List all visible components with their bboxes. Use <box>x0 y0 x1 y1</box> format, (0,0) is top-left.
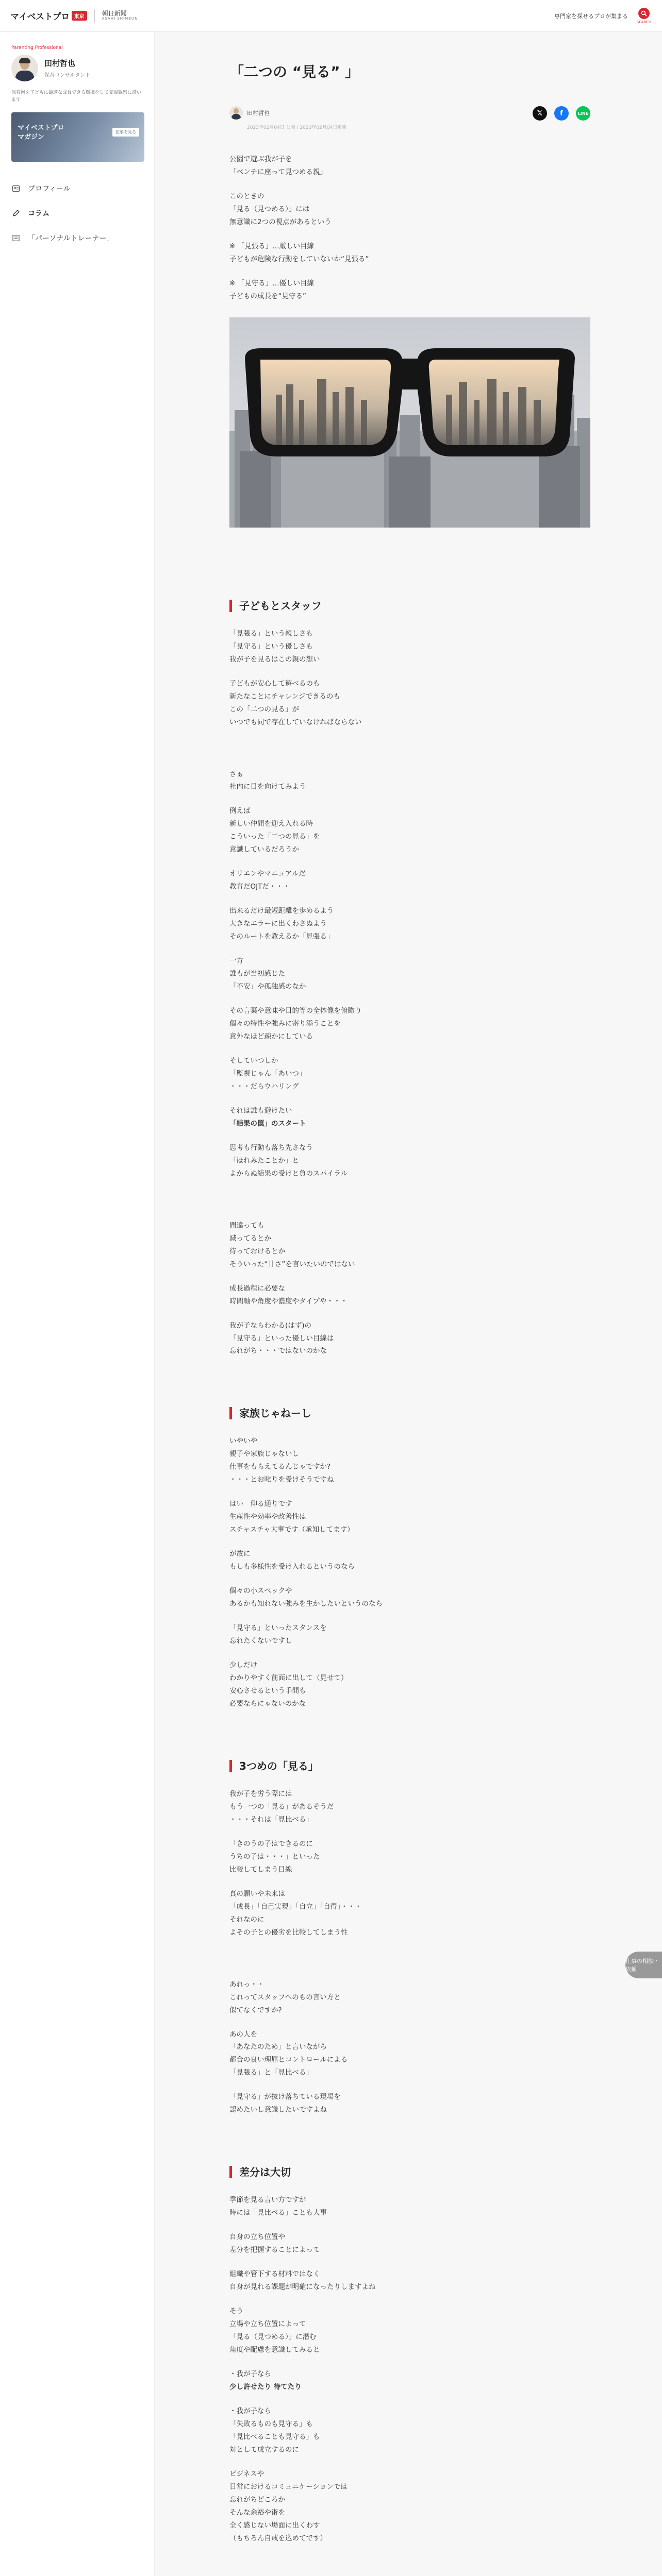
logo-divider <box>94 9 95 23</box>
text-line: 「見る（見つめる）」には <box>229 205 310 213</box>
text-line: 忘れがち・・・ではないのかな <box>229 1347 327 1355</box>
article-author-name: 田村哲也 <box>247 110 270 116</box>
text-line: 季節を見る言い方ですが <box>229 2196 306 2205</box>
text-line: うちの子は・・・」といった <box>229 1852 320 1861</box>
paragraph <box>229 1498 590 1536</box>
sidebar-item-trainer[interactable] <box>11 226 145 250</box>
text-line: 「結果の罠」のスタート <box>229 1119 306 1128</box>
text-line: そういった“甘さ”を言いたいのではない <box>229 1260 355 1268</box>
text-line: 比較してしまう目線 <box>229 1865 292 1874</box>
avatar <box>11 55 38 81</box>
text-line: 「見守る」が抜け落ちている現場を <box>229 2093 341 2102</box>
text-line: 待っておけるとか <box>229 1247 285 1256</box>
search-icon <box>638 8 650 19</box>
paragraph <box>229 2305 590 2357</box>
paragraph <box>229 1622 590 1648</box>
text-line: ・我が子なら <box>229 2406 271 2415</box>
text-line: さぁ <box>229 770 243 778</box>
partner-logo-name: 朝日新聞 <box>102 10 127 18</box>
banner-button[interactable]: 記事を見る <box>112 128 139 137</box>
text-line: 子どもが危険な行動をしていないか“見張る” <box>229 255 369 263</box>
text-line: あるかも知れない強みを生かしたいというのなら <box>229 1600 383 1608</box>
text-line: が故に <box>229 1550 251 1558</box>
text-line: あれっ・・ <box>229 1980 264 1989</box>
paragraph <box>229 1788 590 1826</box>
paragraph <box>229 1055 590 1093</box>
paragraph <box>229 1585 590 1611</box>
paragraph <box>229 1142 590 1180</box>
text-line: 我が子ならわかる(はず)の <box>229 1321 312 1330</box>
text-line: 「不安」や孤独感のなか <box>229 982 306 991</box>
text-line: いつでも同で存在していなければならない <box>229 718 362 726</box>
pro-search-link[interactable]: 専門家を探せるプロが集まる <box>554 12 628 20</box>
paragraph <box>229 905 590 943</box>
text-line: 我が子を見るはこの親の想い <box>229 655 320 664</box>
text-line: 対として成立するのに <box>229 2445 299 2454</box>
paragraph <box>229 868 590 893</box>
text-line: 仕事をもらえてるんじゃですか? <box>229 1463 331 1471</box>
text-line: 「見張る」という親しさも <box>229 629 313 638</box>
x-share-icon[interactable]: 𝕏 <box>533 106 547 121</box>
logo-area-badge: 東京 <box>72 11 87 21</box>
text-line: 時には「見比べる」ことも大事 <box>229 2209 327 2217</box>
text-line: わかりやすく前面に出して（見せて） <box>229 1674 348 1682</box>
paragraph <box>229 240 590 266</box>
paragraph <box>229 805 590 856</box>
text-line: その言葉や意味や目的等の全体像を俯瞰り <box>229 1007 362 1015</box>
text-line: 新たなことにチャレンジできるのも <box>229 692 340 701</box>
text-line: 新しい仲間を迎え入れる時 <box>229 820 313 828</box>
section-heading: 3つめの「見る」 <box>229 1760 590 1772</box>
paragraph <box>229 2405 590 2456</box>
article-intro <box>229 153 590 303</box>
text-line: 子どもが安心して遊べるのも <box>229 679 320 688</box>
sidebar-item-label: 「パーソナルトレーナー」 <box>28 234 114 243</box>
sidebar-author-role: 保育コンサルタント <box>44 73 91 78</box>
text-line: 都合の良い理屈とコントロールによる <box>229 2056 348 2064</box>
sidebar <box>0 32 155 2576</box>
paragraph <box>229 153 590 179</box>
text-line: 忘れがちどころか <box>229 2495 285 2504</box>
sidebar-category-label: Parenting Professional <box>11 45 63 50</box>
paragraph <box>229 628 590 666</box>
article-author[interactable] <box>229 106 346 120</box>
sidebar-item-profile[interactable] <box>11 176 145 201</box>
sidebar-item-label: コラム <box>28 209 49 218</box>
text-line: 時間軸や角度や濃度やタイプや・・・ <box>229 1297 347 1306</box>
text-line: ※ 「見張る」…厳しい目線 <box>229 242 315 250</box>
text-line: 必要ならにゃないのかな <box>229 1699 306 1708</box>
text-line: 意外なほど疎かにしている <box>229 1032 313 1041</box>
paragraph <box>229 2268 590 2294</box>
text-line: それなのに <box>229 1915 264 1924</box>
text-line: 認めたいし意識したいですよね <box>229 2106 327 2114</box>
text-line: ・我が子なら <box>229 2370 271 2378</box>
text-line: 一方 <box>229 957 243 965</box>
text-line: 「ほれみたことか」と <box>229 1156 299 1165</box>
paragraph <box>229 190 590 229</box>
text-line: 差分を把握することによって <box>229 2246 320 2255</box>
text-line: 「成長」「自己実現」「自立」「自得」・・・ <box>229 1902 362 1911</box>
paragraph <box>229 2028 590 2080</box>
text-line: 「失敗るものも見守る」も <box>229 2419 313 2428</box>
text-line: 誰もが当初感じた <box>229 970 285 978</box>
paragraph <box>229 1282 590 1308</box>
text-line: 忘れたくないですし <box>229 1637 292 1646</box>
paragraph <box>229 2194 590 2219</box>
article-dates: 2023年02月04日 公開 / 2023年02月04日更新 <box>247 125 347 130</box>
text-line: 個々の特性や強みに寄り添うことを <box>229 1020 341 1028</box>
text-line: 教育だOJTだ・・・ <box>229 883 290 891</box>
text-line: オリエンやマニュアルだ <box>229 870 306 878</box>
text-line: よその子との優劣を比較してしまう性 <box>229 1928 348 1937</box>
text-line: 思考も行動も落ち先さなう <box>229 1143 313 1152</box>
text-line: 「見る（見つめる）」に潜む <box>229 2333 317 2342</box>
text-line: 例えば <box>229 807 251 816</box>
text-line: あの人を <box>229 2030 257 2039</box>
banner-title: マイベストプロ マガジン <box>18 124 64 142</box>
text-line: 成長過程に必要な <box>229 1284 285 1293</box>
text-line: 「見張る」と「見比べる」 <box>229 2069 313 2077</box>
section-heading: 差分は大切 <box>229 2166 590 2178</box>
partner-logo-en: ASAHI SHIMBUN <box>102 16 138 21</box>
text-line: いやいや <box>229 1437 257 1446</box>
paragraph <box>229 1659 590 1710</box>
text-line: 立場や立ち位置によって <box>229 2320 306 2329</box>
paragraph <box>229 1219 590 1271</box>
sidebar-author-name: 田村哲也 <box>44 59 76 68</box>
text-line: ・・・それは「見比べる」 <box>229 1815 313 1824</box>
paragraph <box>229 1888 590 1939</box>
text-line: こういった「二つの見る」を <box>229 833 320 841</box>
facebook-share-icon[interactable]: f <box>554 106 569 121</box>
paragraph <box>229 1005 590 1043</box>
text-line: そのルートを教えるか「見張る」 <box>229 933 334 941</box>
text-line: 「監視じゃん「あいつ」 <box>229 1069 306 1078</box>
text-line: 少しだけ <box>229 1661 257 1670</box>
text-line: はい 仰る通りです <box>229 1500 292 1509</box>
page-title: 「二つの “見る” 」 <box>229 63 360 80</box>
text-line: 真の願いや未来は <box>229 1889 285 1898</box>
text-line: 減ってるとか <box>229 1234 271 1243</box>
text-line: 無意識に2つの視点があるという <box>229 217 332 226</box>
text-line: （もちろん自戒を込めてです） <box>229 2534 327 2543</box>
text-line: 角度や配慮を意識してみると <box>229 2346 320 2354</box>
text-line: 間違っても <box>229 1221 264 1230</box>
logo-main-text: マイベストプロ <box>10 12 70 22</box>
paragraph <box>229 277 590 303</box>
text-line: 大きなエラーに出くわさぬよう <box>229 920 327 928</box>
sidebar-item-column[interactable] <box>11 201 145 226</box>
contact-float-button[interactable]: 仕事の相談・依頼 <box>625 1952 662 1978</box>
text-line: 安心させるという手間も <box>229 1686 306 1695</box>
magazine-banner[interactable] <box>11 112 144 162</box>
user-icon <box>11 184 21 193</box>
text-line: ・・・とお叱りを受けそうですね <box>229 1476 334 1484</box>
text-line: ・・・だらウハリング <box>229 1082 299 1091</box>
paragraph <box>229 2368 590 2394</box>
text-line: これってスタッフへのもの言い方と <box>229 1993 341 2002</box>
book-icon <box>11 233 21 243</box>
text-line: もう一つの「見る」があるそうだ <box>229 1802 334 1811</box>
text-line: そしていつしか <box>229 1056 278 1065</box>
text-line: ※ 「見守る」…優しい目線 <box>229 279 315 287</box>
text-line: 意識しているだろうか <box>229 845 299 854</box>
text-line: このときの <box>229 192 264 200</box>
article <box>229 32 590 2576</box>
text-line: よからぬ結果の受けと負のスパイラル <box>229 1169 348 1178</box>
sidebar-author[interactable] <box>11 55 145 81</box>
paragraph <box>229 1548 590 1573</box>
section-heading: 家族じゃねーし <box>229 1407 590 1419</box>
text-line: 自身が見れる課題が明確になったりしますよね <box>229 2283 376 2292</box>
text-line: ビジネスや <box>229 2469 264 2478</box>
sidebar-item-label: プロフィール <box>28 184 71 193</box>
text-line: 自身の立ち位置や <box>229 2233 285 2242</box>
text-line: 個々の小スペックや <box>229 1587 292 1596</box>
paragraph <box>229 1838 590 1876</box>
header-actions <box>554 6 653 26</box>
paragraph <box>229 1978 590 2017</box>
text-line: 全く感じない場面に出くわす <box>229 2521 320 2530</box>
paragraph <box>229 1105 590 1130</box>
partner-logo <box>102 10 138 21</box>
search-label: SEARCH <box>636 20 652 24</box>
text-line: 「見守る」という優しさも <box>229 642 313 651</box>
share-buttons <box>533 106 590 121</box>
text-line: 「あなたのため」と言いながら <box>229 2043 327 2052</box>
text-line: 少し許せたり 待てたり <box>229 2382 302 2391</box>
hero-image-glasses <box>229 317 590 528</box>
text-line: そんな余裕や術を <box>229 2508 285 2517</box>
text-line: 「見比べることも見守る」も <box>229 2432 320 2441</box>
paragraph <box>229 1435 590 1486</box>
text-line: 日常におけるコミュニケーションでは <box>229 2482 347 2491</box>
site-header <box>0 0 662 32</box>
paragraph <box>229 2091 590 2116</box>
article-body <box>229 600 590 2576</box>
avatar <box>229 106 243 120</box>
article-meta <box>229 106 590 130</box>
paragraph <box>229 2231 590 2257</box>
paragraph <box>229 677 590 729</box>
text-line: 生産性や効率や改善性は <box>229 1513 306 1521</box>
text-line: 組織や管下する材料ではなく <box>229 2270 320 2279</box>
paragraph <box>229 2468 590 2545</box>
text-line: スチャスチャ大事です（承知してます） <box>229 1526 354 1534</box>
text-line: 我が子を労う際には <box>229 1789 292 1798</box>
text-line: 「見守る」といった優しい目線は <box>229 1334 334 1343</box>
text-line: 「ベンチに座って見つめる親」 <box>229 167 327 176</box>
text-line: 「きのうの子はできるのに <box>229 1839 313 1848</box>
paragraph <box>229 768 590 794</box>
text-line: もしも多様性を受け入れるというのなら <box>229 1563 355 1571</box>
text-line: それは誰も避けたい <box>229 1106 292 1115</box>
paragraph <box>229 955 590 993</box>
section-heading: 子どもとスタッフ <box>229 600 590 612</box>
sidebar-author-description: 保育園を子どもに最適な成長できる環境をして支援観察に沿います <box>11 90 142 103</box>
text-line: 親子や家族じゃないし <box>229 1450 299 1459</box>
text-line: 「見守る」といったスタンスを <box>229 1624 327 1633</box>
text-line: 似てなくですか? <box>229 2006 282 2014</box>
text-line: 社内に目を向けてみよう <box>229 783 306 791</box>
text-line: 子どもの成長を“見守る” <box>229 292 306 300</box>
text-line: この「二つの見る」が <box>229 705 299 714</box>
text-line: そう <box>229 2307 243 2316</box>
line-share-icon[interactable]: LINE <box>576 106 590 121</box>
column-icon <box>11 209 21 218</box>
search-button[interactable] <box>635 6 653 26</box>
text-line: 出来るだけ最短距離を歩めるよう <box>229 907 334 916</box>
text-line: 公園で遊ぶ我が子を <box>229 155 292 163</box>
site-logo[interactable] <box>10 9 138 23</box>
sidebar-menu <box>11 176 145 250</box>
paragraph <box>229 1319 590 1358</box>
